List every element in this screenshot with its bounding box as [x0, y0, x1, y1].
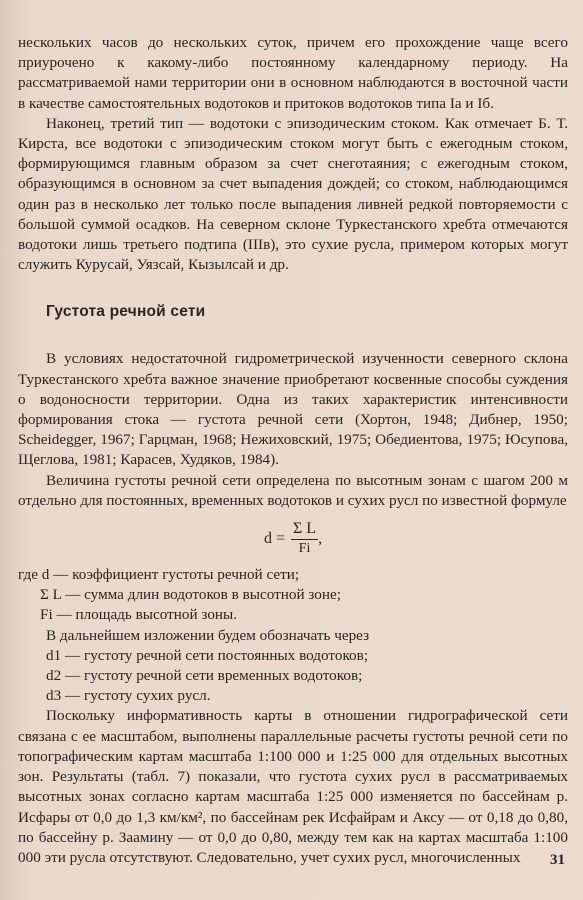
page-number: 31 [550, 852, 565, 868]
formula-lhs: d = [263, 530, 285, 548]
formula-legend [18, 565, 568, 706]
paragraph-method: Величина густоты речной сети определена по высотным зонам с шагом 200 м отдельно для постоянных, временных водотоков и сухих русл по известной формуле [18, 471, 568, 509]
legend-row: d1 — густоту речной сети постоянных водотоков; [46, 646, 369, 664]
formula-numerator: Σ L [291, 520, 318, 540]
section-heading: Густота речной сети [46, 303, 206, 321]
legend-row: Fi — площадь высотной зоны. [40, 606, 238, 624]
formula [18, 519, 568, 559]
legend-row: d3 — густоту сухих русл. [46, 687, 211, 705]
paragraph-continuation: нескольких часов до нескольких суток, причем его прохождение чаще всего приурочено к какому-либо постоянному календарному периоду. На рассматриваемой нами территории они в основном наблюдаются в восточной части в качестве самостоятельных водотоков и притоков водотоков типа Iа и Iб. [18, 34, 568, 112]
paragraph-results: Поскольку информативность карты в отношении гидрографической сети связана с ее масштабом, выполнены параллельные расчеты густоты речной сети по топографическим картам масштаба 1:100 000 и 1:25 000 для отдельных высотных зон. Результаты (табл. 7) показали, что густота сухих русл в рассматриваемых высотных зонах согласно картам масштаба 1:25 000 изменяется по бассейнам р. Исфары от 0,0 до 1,3 км/км², по бассейнам рек Исфайрам и Аксу — от 0,18 до 0,80, по бассейну р. Заамину — от 0,0 до 0,80, между тем как на картах масштаба 1:100 000 эти русла отсутствуют. Следовательно, учет сухих русл, многочисленных [18, 707, 568, 866]
page-text [18, 33, 568, 868]
legend-row: В дальнейшем изложении будем обозначать через [46, 626, 370, 644]
paragraph-third-type: Наконец, третий тип — водотоки с эпизодическим стоком. Как отмечает Б. Т. Кирста, все водотоки с эпизодическим стоком могут быть с ежегодным стоком, формирующимся главным образом за счет снеготаяния; с ежегодным стоком, образующимся в основном за счет выпадения дождей; со стоком, наблюдающимся один раз в несколько лет только после выпадения ливней редкой повторяемости с большой суммой осадков. На северном склоне Туркестанского хребта отмечаются водотоки лишь третьего подтипа (IIIв), это сухие русла, примером которых могут служить Курусай, Уязсай, Кызылсай и др. [18, 114, 568, 274]
legend-row: где d — коэффициент густоты речной сети; [18, 566, 300, 584]
legend-row: d2 — густоту речной сети временных водотоков; [46, 667, 363, 685]
paragraph-intro: В условиях недостаточной гидрометрической изученности северного склона Туркестанского хребта важное значение приобретают косвенные способы суждения о водоносности территории. Одна из таких характеристик интенсивности формирования стока — густота речной сети (Хортон, 1948; Дибнер, 1950; Scheidegger, 1967; Гарцман, 1968; Нежиховский, 1975; Обедиентова, 1975; Юсупова, Щеглова, 1981; Карасев, Худяков, 1984). [18, 350, 568, 469]
formula-denominator: Fi [298, 541, 311, 557]
formula-tail: , [318, 530, 323, 548]
legend-row: Σ L — сумма длин водотоков в высотной зоне; [40, 586, 341, 604]
